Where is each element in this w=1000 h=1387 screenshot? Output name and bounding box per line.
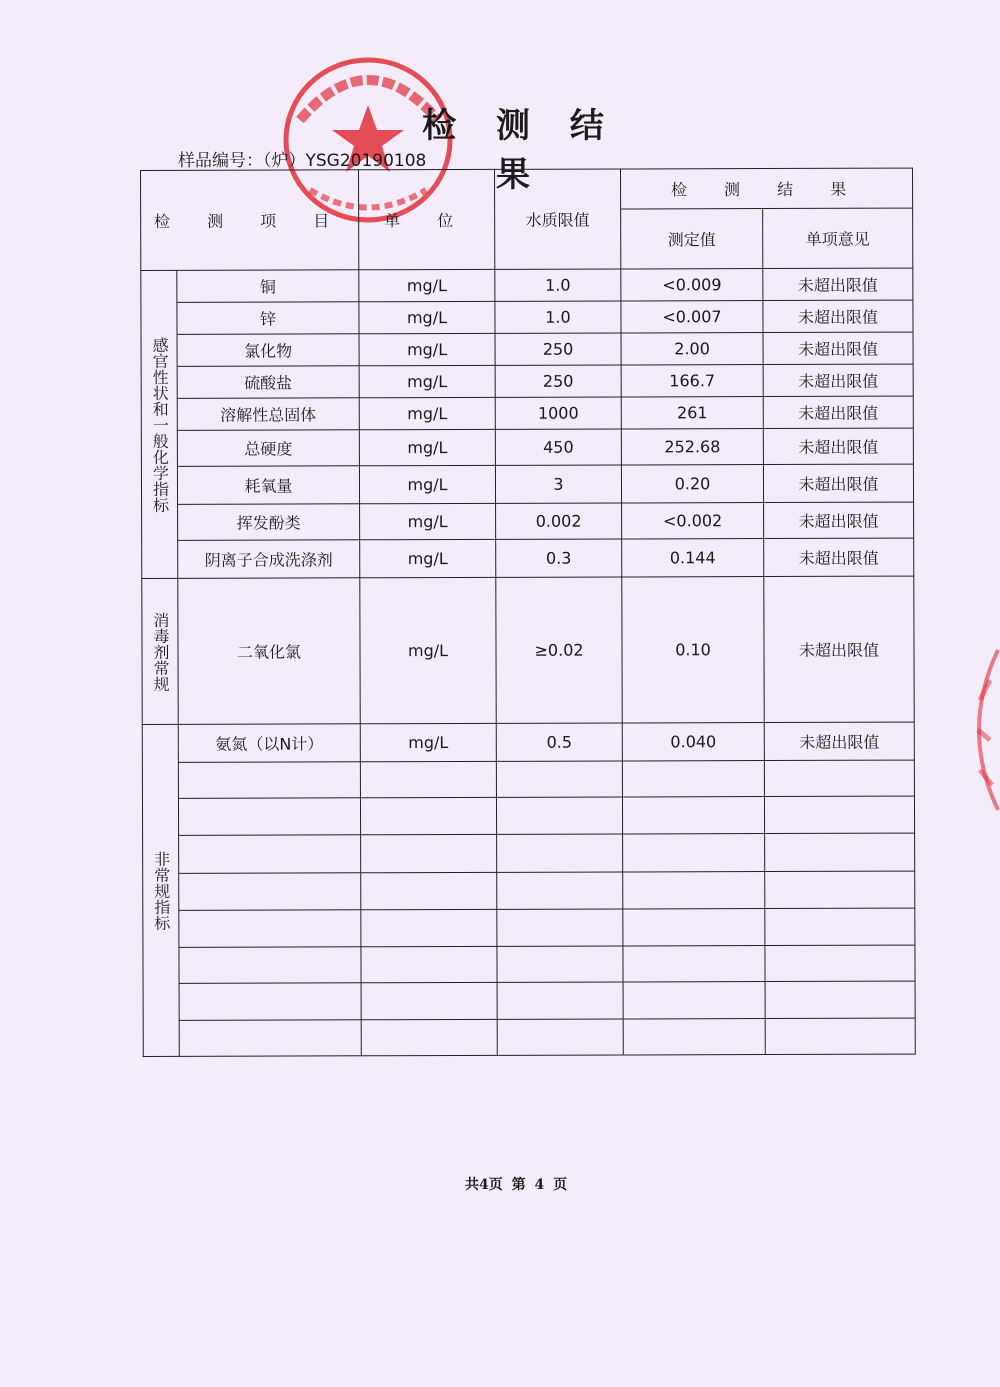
row-limit: 450 xyxy=(495,429,621,465)
row-item: 氨氮（以N计） xyxy=(178,724,360,763)
row-item: 二氧化氯 xyxy=(178,578,360,725)
row-unit: mg/L xyxy=(359,397,495,429)
row-value: 0.20 xyxy=(621,465,763,503)
row-limit: 0.5 xyxy=(496,723,622,761)
table-row xyxy=(142,502,914,540)
row-unit: mg/L xyxy=(359,301,495,333)
empty-row xyxy=(143,1018,915,1056)
table-row xyxy=(142,576,914,724)
row-opinion: 未超出限值 xyxy=(764,538,914,576)
row-unit: mg/L xyxy=(359,365,495,397)
table-row xyxy=(142,538,914,578)
table-row xyxy=(141,364,913,398)
header-measured: 测定值 xyxy=(621,209,763,269)
page-title: 检 测 结 果 xyxy=(422,106,618,195)
row-item: 耗氧量 xyxy=(177,466,359,505)
empty-row xyxy=(143,908,915,947)
group-general: 感官性状和一般化学指标 xyxy=(141,270,178,578)
header-opinion: 单项意见 xyxy=(763,208,913,268)
table-row xyxy=(141,268,913,302)
row-opinion: 未超出限值 xyxy=(763,428,913,464)
header-result-group: 检 测 结 果 xyxy=(621,168,913,209)
row-opinion: 未超出限值 xyxy=(763,300,913,332)
row-opinion: 未超出限值 xyxy=(763,364,913,396)
row-opinion: 未超出限值 xyxy=(763,464,913,502)
row-unit: mg/L xyxy=(360,503,496,539)
row-item: 溶解性总固体 xyxy=(177,398,359,431)
row-limit: 1.0 xyxy=(495,269,621,301)
table-row xyxy=(141,428,913,466)
row-item: 硫酸盐 xyxy=(177,366,359,399)
table-row xyxy=(141,332,913,366)
table-row xyxy=(141,396,913,430)
header-item: 检 测 项 目 xyxy=(141,170,359,271)
row-limit: ≥0.02 xyxy=(496,577,622,723)
table-row xyxy=(141,300,913,334)
row-value: 252.68 xyxy=(621,429,763,465)
row-value: <0.007 xyxy=(621,301,763,333)
group-nonroutine: 非常规指标 xyxy=(142,724,179,1056)
results-table xyxy=(140,168,916,1057)
row-unit: mg/L xyxy=(359,465,495,503)
header-row xyxy=(141,168,913,210)
row-opinion: 未超出限值 xyxy=(764,722,914,760)
row-limit: 0.3 xyxy=(496,539,622,577)
row-value: 166.7 xyxy=(621,365,763,397)
table-row xyxy=(141,464,913,504)
row-item: 氯化物 xyxy=(177,334,359,367)
row-item: 总硬度 xyxy=(177,430,359,467)
header-limit: 水质限值 xyxy=(495,169,621,269)
row-opinion: 未超出限值 xyxy=(764,502,914,538)
row-opinion: 未超出限值 xyxy=(764,576,914,722)
row-opinion: 未超出限值 xyxy=(763,332,913,364)
row-unit: mg/L xyxy=(360,577,496,723)
row-opinion: 未超出限值 xyxy=(763,268,913,300)
empty-row xyxy=(142,796,914,835)
row-value: <0.002 xyxy=(622,503,764,539)
row-value: 261 xyxy=(621,397,763,429)
empty-row xyxy=(143,833,915,873)
row-value: 2.00 xyxy=(621,333,763,365)
page-footer: 共4页 第 4 页 xyxy=(465,1177,568,1193)
row-item: 锌 xyxy=(177,302,359,335)
row-unit: mg/L xyxy=(360,539,496,577)
row-opinion: 未超出限值 xyxy=(763,396,913,428)
empty-row xyxy=(142,760,914,798)
row-unit: mg/L xyxy=(359,333,495,365)
edge-seal xyxy=(950,640,1000,820)
row-limit: 250 xyxy=(495,333,621,365)
row-value: 0.10 xyxy=(622,577,764,723)
row-value: <0.009 xyxy=(621,269,763,301)
group-disinfectant: 消毒剂常规 xyxy=(142,578,178,724)
empty-row xyxy=(143,871,915,910)
header-unit: 单 位 xyxy=(359,169,495,269)
row-item: 挥发酚类 xyxy=(178,504,360,541)
row-limit: 1000 xyxy=(495,397,621,429)
row-item: 铜 xyxy=(177,270,359,303)
row-value: 0.144 xyxy=(622,539,764,577)
empty-row xyxy=(143,981,915,1020)
row-limit: 0.002 xyxy=(496,503,622,539)
row-unit: mg/L xyxy=(359,429,495,465)
row-limit: 3 xyxy=(495,465,621,503)
empty-row xyxy=(143,945,915,983)
row-limit: 250 xyxy=(495,365,621,397)
table-row xyxy=(142,722,914,762)
row-value: 0.040 xyxy=(622,723,764,761)
row-unit: mg/L xyxy=(359,269,495,301)
sample-number: 样品编号：（炉）YSG20190108 xyxy=(178,151,427,171)
row-limit: 1.0 xyxy=(495,301,621,333)
row-item: 阴离子合成洗涤剂 xyxy=(178,540,360,579)
row-unit: mg/L xyxy=(360,723,496,761)
